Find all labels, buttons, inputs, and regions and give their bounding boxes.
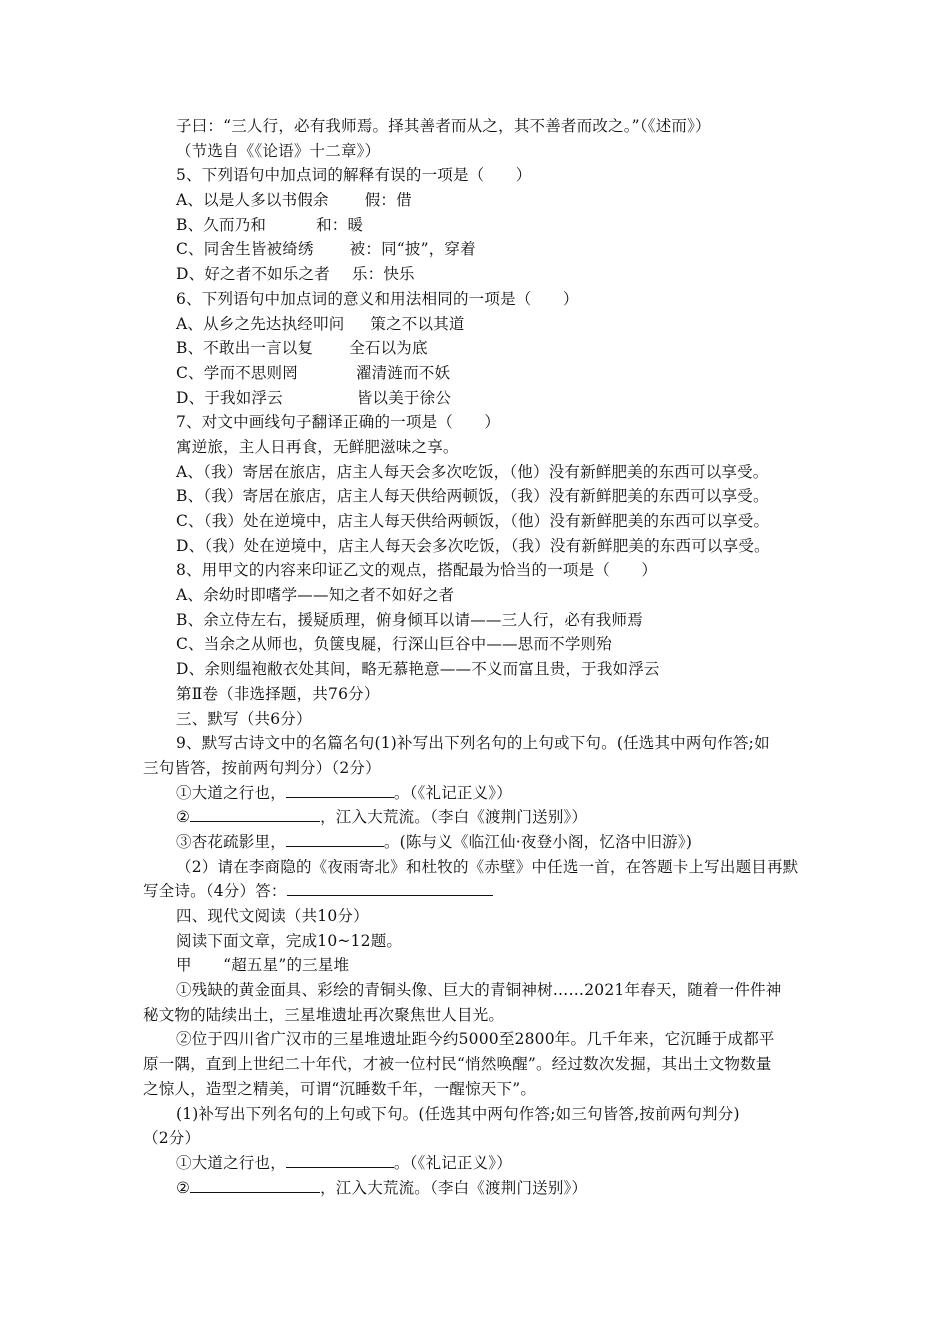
option-line: B、余立侍左右，援疑质理，俯身倾耳以请——三人行，必有我师焉 (176, 610, 643, 629)
option-line (0, 361, 950, 386)
paragraph-line: ①残缺的黄金面具、彩绘的青铜头像、巨大的青铜神树……2021年春天，随着一件件神 (176, 981, 782, 1000)
option-text: D、好之者不如乐之者 (176, 265, 330, 284)
option-text: D、于我如浮云 (176, 388, 283, 407)
option-line: D、余则缊袍敝衣处其间，略无慕艳意——不义而富且贵，于我如浮云 (176, 660, 660, 679)
option-line (0, 213, 950, 238)
option-text: A、从乡之先达执经叩问 (176, 314, 345, 333)
option-text: B、不敢出一言以复 (176, 339, 314, 358)
question-5: 5、下列语句中加点词的解释有误的一项是（ ） (176, 166, 532, 185)
option-line: C、（我）处在逆境中，店主人每天供给两顿饭，（他）没有新鲜肥美的东西可以享受。 (176, 512, 770, 530)
option-gloss: 乐：快乐 (351, 265, 415, 284)
question-9: 9、默写古诗文中的名篇名句(1)补写出下列名句的上句或下句。(任选其中两句作答;如 (176, 734, 770, 753)
option-text: A、以是人多以书假余 (176, 191, 329, 210)
answer-blank[interactable] (287, 879, 493, 896)
article-title: 甲 “超五星”的三星堆 (176, 956, 350, 975)
question-6: 6、下列语句中加点词的意义和用法相同的一项是（ ） (176, 289, 579, 308)
option-line: C、当余之从师也，负箧曳屣，行深山巨谷中——思而不学则殆 (176, 635, 612, 654)
option-gloss: 和：暖 (316, 215, 364, 234)
option-line: A、（我）寄居在旅店，店主人每天会多次吃饭，（他）没有新鲜肥美的东西可以享受。 (176, 462, 769, 481)
paragraph-line: ②位于四川省广汉市的三星堆遗址距今约5000至2800年。几千年来，它沉睡于成都平 (176, 1030, 775, 1049)
section-heading: 三、默写（共6分） (176, 709, 312, 728)
fill-blank-line (0, 1176, 950, 1201)
blank-suffix: ，江入大荒流。（李白《渡荆门送别》） (320, 808, 588, 827)
answer-blank[interactable] (286, 1151, 394, 1168)
blank-prefix: ② (176, 808, 191, 827)
answer-blank[interactable] (190, 1176, 320, 1193)
text-line: (1)补写出下列名句的上句或下句。(任选其中两句作答;如三句皆答,按前两句判分) (176, 1104, 740, 1123)
option-line (0, 312, 950, 337)
question-7: 7、对文中画线句子翻译正确的一项是（ ） (176, 413, 501, 432)
option-gloss: 策之不以其道 (370, 314, 465, 333)
blank-prefix: ①大道之行也， (176, 783, 286, 802)
fill-blank-line (0, 781, 950, 806)
option-gloss: 全石以为底 (349, 339, 428, 358)
fill-blank-line (0, 1151, 950, 1176)
question-8: 8、用甲文的内容来印证乙文的观点，搭配最为恰当的一项是（ ） (176, 561, 658, 580)
blank-suffix: ，江入大荒流。（李白《渡荆门送别》） (320, 1178, 588, 1197)
option-text: C、同舍生皆被绮绣 (176, 240, 314, 259)
answer-blank[interactable] (286, 781, 394, 798)
option-gloss: 皆以美于徐公 (356, 388, 452, 407)
option-line: A、余幼时即嗜学——知之者不如好之者 (176, 586, 455, 605)
text-line: 阅读下面文章，完成10~12题。 (176, 931, 403, 950)
fill-blank-line (0, 879, 950, 904)
option-line (0, 336, 950, 361)
blank-suffix: 。(陈与义《临江仙·夜登小阁，忆洛中旧游》) (383, 832, 693, 851)
paragraph-line: 之惊人，造型之精美，可谓“沉睡数千年，一醒惊天下”。 (143, 1079, 537, 1098)
paragraph-line: 秘文物的陆续出土，三星堆遗址再次聚焦世人目光。 (143, 1005, 505, 1024)
answer-blank[interactable] (190, 805, 320, 822)
paragraph-line: 原一隅，直到上世纪二十年代，才被一位村民“悄然唤醒”。经过数次发掘，其出土文物数量 (143, 1055, 772, 1074)
text-line: （2）请在李商隐的《夜雨寄北》和杜牧的《赤壁》中任选一首，在答题卡上写出题目再默 (176, 857, 799, 876)
option-line (0, 386, 950, 411)
option-line (0, 237, 950, 262)
option-line: B、（我）寄居在旅店，店主人每天供给两顿饭，（我）没有新鲜肥美的东西可以享受。 (176, 487, 769, 506)
text-line: 子曰：“三人行，必有我师焉。择其善者而从之，其不善者而改之。”（《述而》） (176, 117, 711, 135)
blank-prefix: ①大道之行也， (176, 1153, 286, 1172)
option-line (0, 262, 950, 287)
section-heading: 四、现代文阅读（共10分） (176, 907, 369, 925)
option-line (0, 188, 950, 213)
text-line: 三句皆答，按前两句判分）（2分） (143, 758, 381, 777)
option-gloss: 濯清涟而不妖 (355, 363, 451, 382)
option-gloss: 被：同“披”，穿着 (349, 240, 476, 259)
blank-prefix: ③杏花疏影里， (176, 832, 286, 851)
fill-blank-line (0, 830, 950, 855)
text-line: （节选自《《论语》十二章》） (176, 141, 381, 160)
option-text: B、久而乃和 (176, 215, 267, 234)
option-text: C、学而不思则罔 (176, 363, 298, 382)
blank-prefix: 写全诗。（4分）答： (143, 882, 287, 901)
document-body (0, 114, 950, 1200)
blank-prefix: ② (176, 1178, 191, 1197)
option-gloss: 假：借 (364, 191, 412, 210)
blank-suffix: 。（《礼记正义》） (393, 783, 512, 802)
blank-suffix: 。（《礼记正义》） (393, 1153, 512, 1172)
option-line: D、（我）处在逆境中，店主人每天会多次吃饭，（我）没有新鲜肥美的东西可以享受。 (176, 536, 770, 555)
fill-blank-line (0, 805, 950, 830)
text-line: （2分） (143, 1129, 201, 1148)
text-line: 寓逆旅，主人日再食，无鲜肥滋味之享。 (176, 437, 459, 456)
answer-blank[interactable] (286, 830, 384, 847)
section-heading: 第Ⅱ卷（非选择题，共76分） (176, 684, 380, 703)
